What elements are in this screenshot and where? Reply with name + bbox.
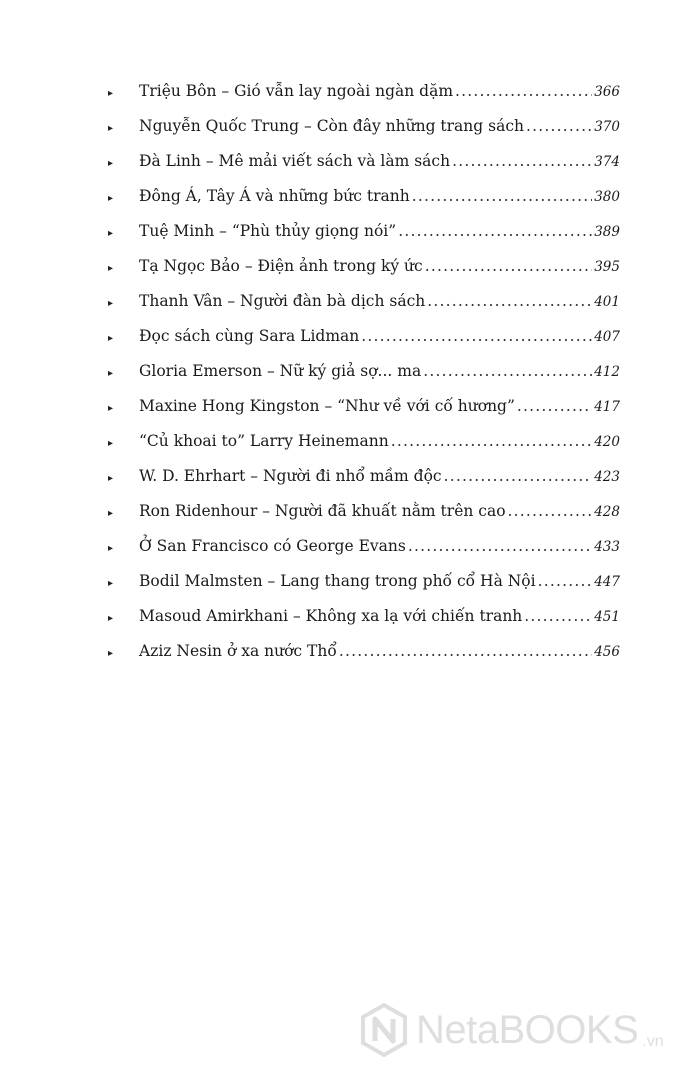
bullet-icon: ▸ — [108, 508, 114, 519]
toc-entry-page: 374 — [594, 154, 620, 170]
watermark-text: NetaBOOKS — [416, 1008, 639, 1052]
bullet-icon: ▸ — [108, 88, 114, 99]
toc-entry — [108, 321, 620, 356]
toc-entry — [108, 146, 620, 181]
toc-entry-page: 370 — [594, 119, 620, 135]
watermark-suffix: .vn — [642, 1033, 664, 1050]
toc-entry-title: Gloria Emerson – Nữ ký giả sợ... ma — [139, 362, 422, 380]
toc-entry — [108, 636, 620, 671]
netabooks-logo-icon — [360, 1003, 408, 1057]
dot-leader — [412, 181, 592, 211]
toc-entry-page: 420 — [594, 434, 620, 450]
toc-entry-page: 366 — [594, 84, 620, 100]
bullet-icon: ▸ — [108, 193, 114, 204]
toc-entry — [108, 251, 620, 286]
toc-entry — [108, 216, 620, 251]
bullet-icon: ▸ — [108, 403, 114, 414]
toc-entry — [108, 181, 620, 216]
toc-entry-title: Thanh Vân – Người đàn bà dịch sách — [139, 292, 426, 310]
toc-entry — [108, 566, 620, 601]
toc-entry — [108, 286, 620, 321]
toc-entry — [108, 461, 620, 496]
toc-entry — [108, 356, 620, 391]
toc-entry-title: Maxine Hong Kingston – “Như về với cố hương” — [139, 397, 515, 415]
toc-entry — [108, 426, 620, 461]
toc-entry-page: 456 — [594, 644, 620, 660]
toc-entry-title: Bodil Malmsten – Lang thang trong phố cổ Hà Nội — [139, 572, 536, 590]
toc-entry — [108, 601, 620, 636]
toc-entry — [108, 111, 620, 146]
toc-entry-page: 428 — [594, 504, 620, 520]
bullet-icon: ▸ — [108, 158, 114, 169]
toc-entry-page: 401 — [594, 294, 620, 310]
dot-leader — [452, 146, 592, 176]
toc-entry-title: Masoud Amirkhani – Không xa lạ với chiến tranh — [139, 607, 523, 625]
watermark — [360, 1003, 664, 1057]
bullet-icon: ▸ — [108, 298, 114, 309]
toc-entry-page: 407 — [594, 329, 620, 345]
dot-leader — [508, 496, 592, 526]
table-of-contents — [108, 76, 620, 671]
toc-entry-title: Đà Linh – Mê mải viết sách và làm sách — [139, 152, 451, 170]
toc-entry-page: 380 — [594, 189, 620, 205]
dot-leader — [526, 111, 592, 141]
toc-entry-page: 447 — [594, 574, 620, 590]
dot-leader — [339, 636, 592, 666]
toc-entry-title: W. D. Ehrhart – Người đi nhổ mầm độc — [139, 467, 442, 485]
bullet-icon: ▸ — [108, 613, 114, 624]
dot-leader — [408, 531, 592, 561]
toc-entry-title: Tuệ Minh – “Phù thủy giọng nói” — [139, 222, 397, 240]
toc-entry-page: 433 — [594, 539, 620, 555]
bullet-icon: ▸ — [108, 228, 114, 239]
dot-leader — [455, 76, 592, 106]
toc-entry-page: 395 — [594, 259, 620, 275]
dot-leader — [361, 321, 592, 351]
toc-entry-page: 389 — [594, 224, 620, 240]
dot-leader — [444, 461, 592, 491]
dot-leader — [398, 216, 592, 246]
bullet-icon: ▸ — [108, 368, 114, 379]
bullet-icon: ▸ — [108, 438, 114, 449]
bullet-icon: ▸ — [108, 543, 114, 554]
toc-entry-title: Nguyễn Quốc Trung – Còn đây những trang sách — [139, 117, 524, 135]
toc-entry-title: Tạ Ngọc Bảo – Điện ảnh trong ký ức — [139, 257, 423, 275]
toc-entry-title: Đọc sách cùng Sara Lidman — [139, 327, 360, 345]
toc-entry-page: 412 — [594, 364, 620, 380]
toc-entry — [108, 531, 620, 566]
dot-leader — [538, 566, 592, 596]
bullet-icon: ▸ — [108, 648, 114, 659]
dot-leader — [524, 601, 592, 631]
toc-entry — [108, 391, 620, 426]
dot-leader — [423, 356, 592, 386]
toc-entry-title: Aziz Nesin ở xa nước Thổ — [139, 642, 337, 660]
toc-entry-page: 451 — [594, 609, 620, 625]
dot-leader — [391, 426, 592, 456]
bullet-icon: ▸ — [108, 333, 114, 344]
toc-entry-title: “Củ khoai to” Larry Heinemann — [139, 432, 389, 450]
toc-entry-title: Ron Ridenhour – Người đã khuất nằm trên cao — [139, 502, 506, 520]
dot-leader — [517, 391, 592, 421]
bullet-icon: ▸ — [108, 473, 114, 484]
toc-entry-title: Ở San Francisco có George Evans — [139, 537, 406, 555]
bullet-icon: ▸ — [108, 263, 114, 274]
toc-entry — [108, 496, 620, 531]
dot-leader — [427, 286, 592, 316]
toc-entry-title: Đông Á, Tây Á và những bức tranh — [139, 187, 410, 205]
bullet-icon: ▸ — [108, 578, 114, 589]
toc-entry — [108, 76, 620, 111]
toc-entry-page: 423 — [594, 469, 620, 485]
toc-entry-title: Triệu Bôn – Gió vẫn lay ngoài ngàn dặm — [139, 82, 454, 100]
dot-leader — [425, 251, 592, 281]
toc-entry-page: 417 — [594, 399, 620, 415]
bullet-icon: ▸ — [108, 123, 114, 134]
